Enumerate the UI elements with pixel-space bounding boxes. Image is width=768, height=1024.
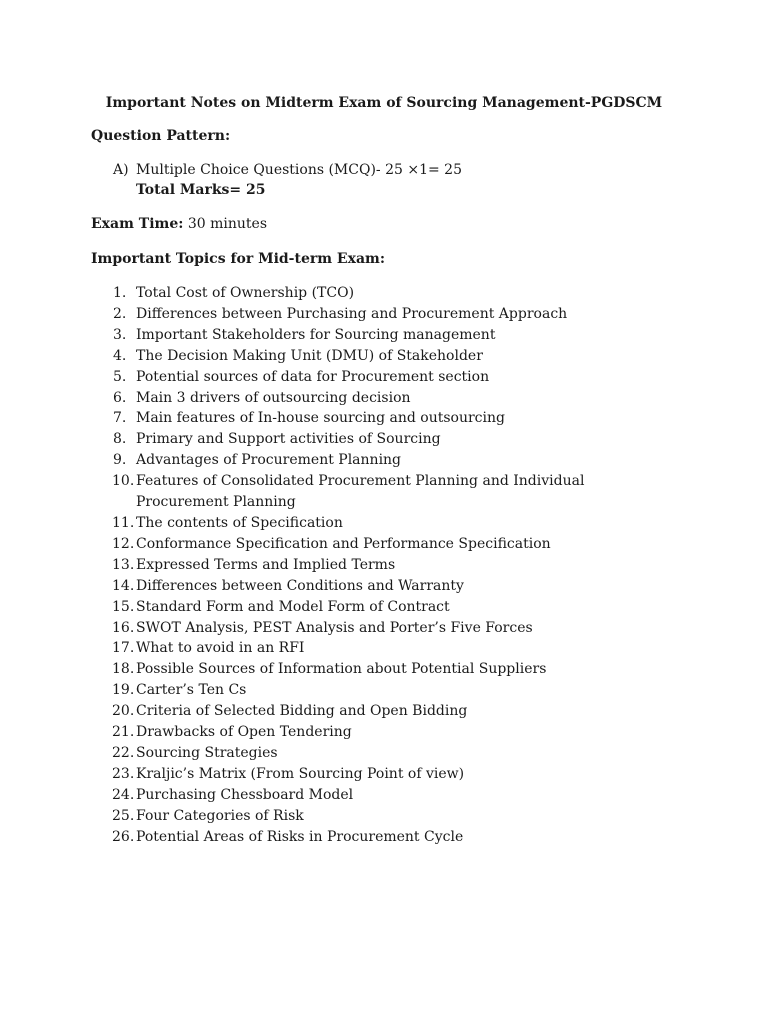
topic-number: 8. — [113, 431, 127, 448]
topic-text: Main 3 drivers of outsourcing decision — [136, 389, 411, 406]
topic-text: What to avoid in an RFI — [136, 640, 305, 657]
topics-list — [0, 283, 768, 847]
topic-text: Carter’s Ten Cs — [136, 682, 247, 699]
topic-text: Purchasing Chessboard Model — [136, 786, 354, 803]
topic-item — [0, 388, 768, 409]
topic-text: Differences between Conditions and Warranty — [136, 577, 464, 594]
topic-number: 20. — [112, 703, 135, 720]
topic-number: 16. — [112, 619, 135, 636]
topics-heading: Important Topics for Mid-term Exam: — [91, 251, 385, 267]
topic-number: 21. — [112, 724, 135, 741]
topic-text: Potential Areas of Risks in Procurement Cycle — [136, 828, 464, 845]
exam-time-value: 30 minutes — [183, 216, 268, 232]
topic-number: 22. — [112, 744, 135, 761]
topic-number: 4. — [113, 347, 127, 364]
topic-text: Conformance Specification and Performance Specification — [136, 535, 551, 552]
topic-item — [0, 743, 768, 764]
topic-text: Primary and Support activities of Sourcing — [136, 431, 441, 448]
topic-number: 7. — [113, 410, 127, 427]
topic-text: Main features of In-house sourcing and outsourcing — [136, 410, 505, 427]
mcq-marker: A) — [113, 162, 129, 178]
topic-item — [0, 680, 768, 701]
topic-text: Four Categories of Risk — [136, 807, 304, 824]
topic-item — [0, 722, 768, 743]
topic-text: Expressed Terms and Implied Terms — [136, 556, 396, 573]
topic-text: Potential sources of data for Procurement section — [136, 368, 490, 385]
topic-number: 14. — [112, 577, 135, 594]
exam-time — [91, 214, 267, 234]
topic-number: 6. — [113, 389, 127, 406]
document-title: Important Notes on Midterm Exam of Sourcing Management-PGDSCM — [105, 95, 663, 111]
topic-number: 3. — [113, 326, 127, 343]
topic-item — [0, 534, 768, 555]
topic-number: 12. — [112, 535, 135, 552]
topic-text: The contents of Specification — [136, 514, 343, 531]
topic-text: Advantages of Procurement Planning — [136, 452, 402, 469]
topic-number: 10. — [112, 473, 135, 490]
topic-item — [0, 304, 768, 325]
topic-text: Possible Sources of Information about Potential Suppliers — [136, 661, 547, 678]
topic-item — [0, 659, 768, 680]
topic-item — [0, 806, 768, 827]
topic-number: 11. — [112, 514, 135, 531]
topic-number: 17. — [112, 640, 135, 657]
mcq-text: Multiple Choice Questions (MCQ)- 25 ×1= 25 — [136, 162, 462, 178]
topic-text: Total Cost of Ownership (TCO) — [136, 285, 355, 301]
topic-item — [0, 597, 768, 618]
topic-item — [0, 618, 768, 639]
topic-number: 9. — [113, 452, 127, 469]
topic-number: 26. — [112, 828, 135, 845]
topic-number: 19. — [112, 682, 135, 699]
topic-item — [0, 471, 768, 513]
topic-text: Standard Form and Model Form of Contract — [136, 598, 450, 615]
topic-item — [0, 429, 768, 450]
topic-item — [0, 827, 768, 848]
topic-text: Differences between Purchasing and Procurement Approach — [136, 305, 568, 322]
topic-text: Features of Consolidated Procurement Planning and Individual Procurement Planning — [136, 473, 585, 511]
topic-number: 24. — [112, 786, 135, 803]
topic-item — [0, 764, 768, 785]
topic-text: Kraljic’s Matrix (From Sourcing Point of view) — [136, 765, 465, 782]
topic-number: 1. — [113, 285, 127, 301]
topic-number: 13. — [112, 556, 135, 573]
topic-number: 15. — [112, 598, 135, 615]
topic-item — [0, 450, 768, 471]
topic-text: Sourcing Strategies — [136, 744, 278, 761]
topic-number: 5. — [113, 368, 127, 385]
topic-item — [0, 408, 768, 429]
topic-text: SWOT Analysis, PEST Analysis and Porter’s Five Forces — [136, 619, 533, 636]
topic-number: 2. — [113, 305, 127, 322]
topic-item — [0, 638, 768, 659]
total-marks: Total Marks= 25 — [136, 182, 266, 198]
topic-text: The Decision Making Unit (DMU) of Stakeholder — [136, 347, 483, 364]
topic-number: 25. — [112, 807, 135, 824]
topic-item — [0, 555, 768, 576]
topic-item — [0, 701, 768, 722]
topic-item — [0, 785, 768, 806]
topic-text: Important Stakeholders for Sourcing management — [136, 326, 496, 343]
question-pattern-heading: Question Pattern: — [91, 128, 231, 144]
mcq-item — [113, 160, 462, 180]
topic-text: Drawbacks of Open Tendering — [136, 724, 352, 741]
topic-number: 18. — [112, 661, 135, 678]
exam-time-label: Exam Time: — [91, 216, 184, 232]
topic-item — [0, 576, 768, 597]
topic-item — [0, 283, 768, 304]
topic-number: 23. — [112, 765, 135, 782]
topic-item — [0, 346, 768, 367]
topic-item — [0, 513, 768, 534]
topic-item — [0, 367, 768, 388]
topic-item — [0, 325, 768, 346]
topic-text: Criteria of Selected Bidding and Open Bidding — [136, 703, 468, 720]
